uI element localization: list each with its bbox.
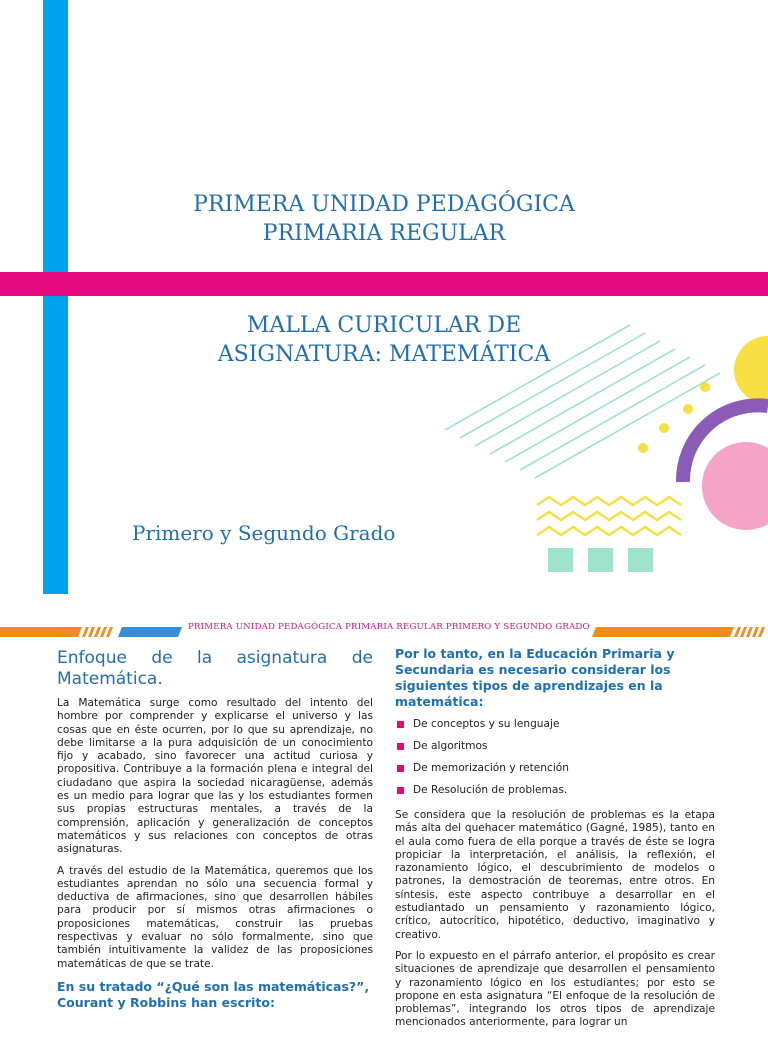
cover-subtitle-line-1: MALLA CURICULAR DE <box>246 313 522 338</box>
left-column <box>57 644 373 1011</box>
cover-title-line-1: PRIMERA UNIDAD PEDAGÓGICA <box>193 192 575 217</box>
learning-types-list <box>395 718 715 797</box>
list-item: De memorización y retención <box>395 762 715 775</box>
paragraph: Por lo expuesto en el párrafo anterior, el propósito es crear situaciones de aprendizaje que desarrollen el pensamiento y razonamiento lógico en los estudiantes; por esto se propone en esta asignatura “El enfoque de la resolución de problemas”, integrando los otros tipos de aprendizaje mencionados anteriormente, para lograr un <box>395 949 715 1029</box>
pink-circle <box>702 442 768 530</box>
list-item: De conceptos y su lenguaje <box>395 718 715 731</box>
paragraph: La Matemática surge como resultado del intento del hombre por comprender y explicarse el universo y las cosas que en éste ocurren, por lo que su aprendizaje, no debe limitarse a la pura adquisición de un conocimiento fijo y acabado, sino favorecer una actitud curiosa y propositiva. Contribuye a la formación plena e integral del ciudadano que aspira la sociedad nicaragüense, además es un medio para lograr que las y los estudiantes formen sus propias estructuras mentales, a través de la comprensión, aplicación y generalización de conceptos matemáticos y sus relaciones con conceptos de otras asignaturas. <box>57 697 373 856</box>
cover-grades: Primero y Segundo Grado <box>132 521 396 545</box>
list-item: De Resolución de problemas. <box>395 784 715 797</box>
cover-subtitle-line-2: ASIGNATURA: MATEMÁTICA <box>217 342 551 367</box>
yellow-half-circle <box>734 336 768 404</box>
zigzag-decoration <box>537 497 681 535</box>
mint-squares <box>548 548 653 572</box>
right-column <box>395 644 715 1038</box>
quote-heading: En su tratado “¿Qué son las matemáticas?”, Courant y Robbins han escrito: <box>57 978 370 1010</box>
diagonal-lines-decoration <box>445 325 720 478</box>
section-heading: Enfoque de la asignatura de Matemática. <box>57 648 373 689</box>
cover-title-line-2: PRIMARIA REGULAR <box>262 221 506 246</box>
square-bullet-icon <box>397 743 404 750</box>
page-banner-title: PRIMERA UNIDAD PEDAGÓGICA PRIMARIA REGULAR PRIMERO Y SEGUNDO GRADO <box>188 622 590 632</box>
content-page <box>0 604 768 1029</box>
square-bullet-icon <box>397 787 404 794</box>
paragraph: Se considera que la resolución de problemas es la etapa más alta del quehacer matemático (Gagné, 1985), tanto en el aula como fuera de ella porque a través de éste se logra propiciar la interpretación, el análisis, la reflexión, el razonamiento lógico, el descubrimiento de modelos o patrones, la demostración de teoremas, entre otros. En síntesis, este aspecto contribuye a desarrollar en el estudiantado un pensamiento y razonamiento lógico, crítico, autocrítico, hipotético, deductivo, imaginativo y creativo. <box>395 809 715 941</box>
list-item: De algoritmos <box>395 740 715 753</box>
square-bullet-icon <box>397 721 404 728</box>
learning-types-heading: Por lo tanto, en la Educación Primaria y Secundaria es necesario considerar los siguientes tipos de aprendizajes en la matemática: <box>395 646 675 709</box>
paragraph: A través del estudio de la Matemática, queremos que los estudiantes aprendan no sólo una secuencia formal y deductiva de afirmaciones, sino que desarrollen hábiles para producir por sí mismos otras afirmaciones o proposiciones matemáticas, construir las pruebas respectivas y evaluar no sólo formalmente, sino que también intuitivamente la validez de las proposiciones matemáticas de que se trate. <box>57 864 373 970</box>
square-bullet-icon <box>397 765 404 772</box>
